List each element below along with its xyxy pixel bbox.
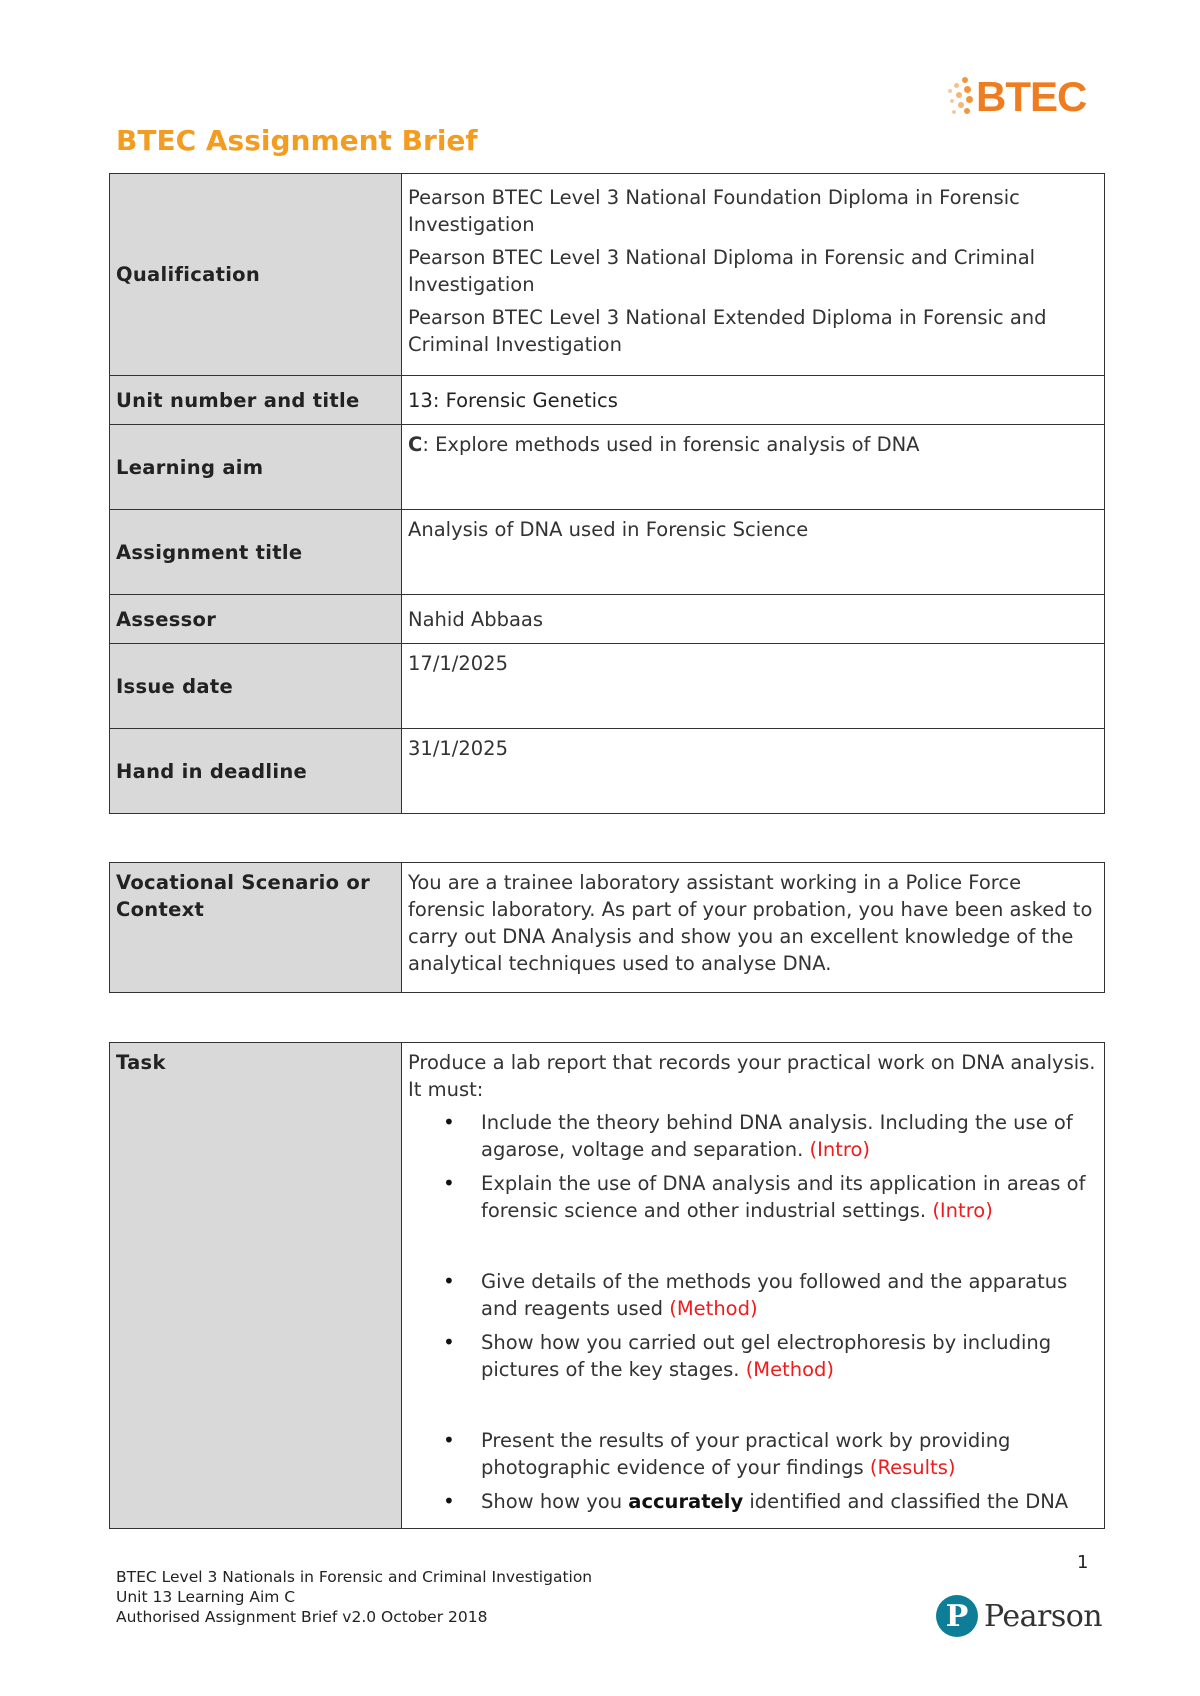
- section-tag: (Method): [669, 1297, 758, 1320]
- table-row-assessor: [110, 595, 1105, 644]
- deadline-label: Hand in deadline: [110, 729, 402, 814]
- deadline-value: 31/1/2025: [402, 729, 1105, 814]
- table-row-deadline: [110, 729, 1105, 814]
- qualification-line: Pearson BTEC Level 3 National Extended Diploma in Forensic and Criminal Investigation: [408, 306, 1047, 356]
- pearson-logo: [936, 1595, 1102, 1637]
- page-number: 1: [1077, 1552, 1089, 1573]
- task-item: • Include the theory behind DNA analysis. Including the use of agarose, voltage and separation. (Intro): [481, 1109, 1099, 1163]
- task-item: • Give details of the methods you followed and the apparatus and reagents used (Method): [481, 1268, 1099, 1322]
- task-list: [408, 1109, 1099, 1515]
- scenario-label: Vocational Scenario or Context: [110, 863, 402, 993]
- table-row-assignment-title: [110, 510, 1105, 595]
- pearson-p-icon: P: [936, 1595, 978, 1637]
- assessor-label: Assessor: [110, 595, 402, 644]
- task-item: • Show how you carried out gel electrophoresis by including pictures of the key stages. (Method): [481, 1329, 1099, 1383]
- unit-label: Unit number and title: [110, 376, 402, 425]
- footer-line: BTEC Level 3 Nationals in Forensic and Criminal Investigation: [116, 1568, 593, 1586]
- learning-aim-value: [402, 425, 1105, 510]
- assignment-details-table: [109, 173, 1105, 814]
- issue-date-value: 17/1/2025: [402, 644, 1105, 729]
- learning-aim-label: Learning aim: [110, 425, 402, 510]
- task-item: • Explain the use of DNA analysis and its application in areas of forensic science and other industrial settings. (Intro): [481, 1170, 1099, 1224]
- section-tag: (Results): [869, 1456, 956, 1479]
- assignment-title-value: Analysis of DNA used in Forensic Science: [402, 510, 1105, 595]
- table-row-scenario: [110, 863, 1105, 993]
- assignment-title-label: Assignment title: [110, 510, 402, 595]
- table-row-learning-aim: [110, 425, 1105, 510]
- task-label: Task: [110, 1043, 402, 1529]
- qualification-line: Pearson BTEC Level 3 National Foundation Diploma in Forensic Investigation: [408, 186, 1020, 236]
- section-tag: (Intro): [809, 1138, 870, 1161]
- table-row-unit: [110, 376, 1105, 425]
- issue-date-label: Issue date: [110, 644, 402, 729]
- pearson-logo-text: Pearson: [984, 1598, 1103, 1634]
- page-title: BTEC Assignment Brief: [116, 124, 478, 157]
- scenario-table: [109, 862, 1105, 993]
- learning-aim-prefix: C: [408, 433, 423, 456]
- table-row-task: [110, 1043, 1105, 1529]
- section-tag: (Intro): [932, 1199, 993, 1222]
- qualification-label: Qualification: [110, 174, 402, 376]
- learning-aim-text: : Explore methods used in forensic analysis of DNA: [422, 433, 920, 456]
- task-item: • Present the results of your practical work by providing photographic evidence of your findings (Results): [481, 1427, 1099, 1481]
- task-intro: Produce a lab report that records your practical work on DNA analysis. It must:: [408, 1051, 1096, 1101]
- btec-dots-icon: [948, 77, 974, 117]
- scenario-value: You are a trainee laboratory assistant working in a Police Force forensic laboratory. As part of your probation, you have been asked to carry out DNA Analysis and show you an excellent knowledge of the analytical techniques used to analyse DNA.: [402, 863, 1105, 993]
- task-table: [109, 1042, 1105, 1529]
- btec-logo: [948, 72, 1088, 122]
- assessor-value: Nahid Abbaas: [402, 595, 1105, 644]
- btec-logo-text: BTEC: [976, 73, 1087, 120]
- table-row-issue-date: [110, 644, 1105, 729]
- footer-line: Authorised Assignment Brief v2.0 October 2018: [116, 1608, 488, 1626]
- table-row-qualification: [110, 174, 1105, 376]
- footer-line: Unit 13 Learning Aim C: [116, 1588, 296, 1606]
- qualification-value: [402, 174, 1105, 376]
- task-value: [402, 1043, 1105, 1529]
- unit-value: 13: Forensic Genetics: [402, 376, 1105, 425]
- qualification-line: Pearson BTEC Level 3 National Diploma in Forensic and Criminal Investigation: [408, 246, 1036, 296]
- section-tag: (Method): [745, 1358, 835, 1381]
- task-item: • Show how you accurately identified and classified the DNA: [481, 1488, 1099, 1515]
- footer-text: [116, 1567, 592, 1627]
